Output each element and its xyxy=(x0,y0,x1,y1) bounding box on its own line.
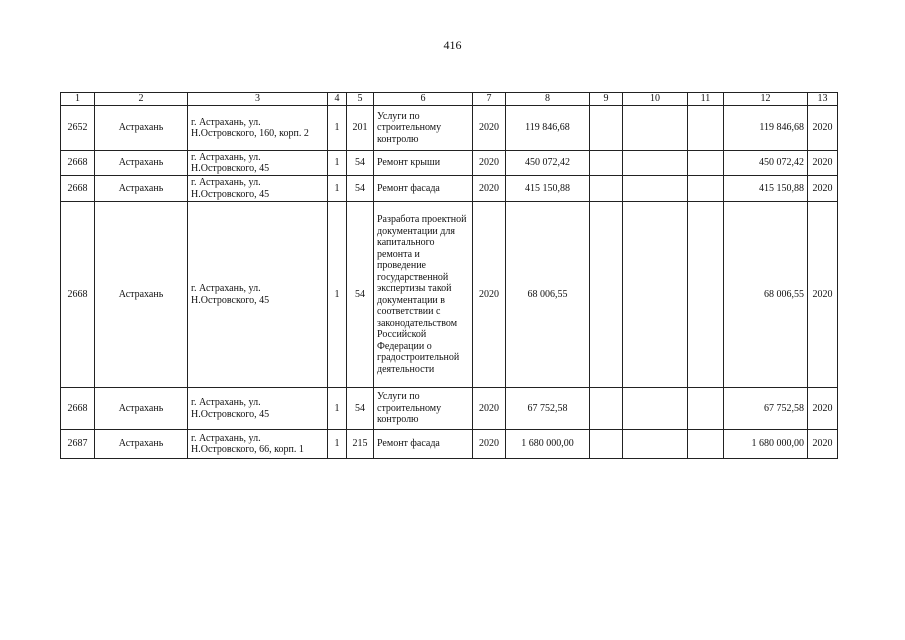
col9-cell xyxy=(590,151,623,176)
row-id: 2652 xyxy=(61,106,95,151)
amount-cell: 68 006,55 xyxy=(506,202,590,388)
column-number: 4 xyxy=(328,93,347,106)
amount-cell: 415 150,88 xyxy=(506,176,590,202)
address-cell: г. Астрахань, ул. Н.Островского, 160, корп. 2 xyxy=(188,106,328,151)
end-year-cell: 2020 xyxy=(808,388,838,430)
col10-cell xyxy=(623,202,688,388)
col5-cell: 215 xyxy=(347,430,374,459)
col10-cell xyxy=(623,176,688,202)
work-type-cell: Ремонт фасада xyxy=(374,176,473,202)
col10-cell xyxy=(623,430,688,459)
work-type-cell: Ремонт фасада xyxy=(374,430,473,459)
col4-cell: 1 xyxy=(328,430,347,459)
total-cell: 415 150,88 xyxy=(724,176,808,202)
city-cell: Астрахань xyxy=(95,176,188,202)
row-id: 2668 xyxy=(61,151,95,176)
col4-cell: 1 xyxy=(328,202,347,388)
col5-cell: 54 xyxy=(347,151,374,176)
col10-cell xyxy=(623,388,688,430)
year-cell: 2020 xyxy=(473,202,506,388)
col9-cell xyxy=(590,176,623,202)
col5-cell: 54 xyxy=(347,202,374,388)
end-year-cell: 2020 xyxy=(808,176,838,202)
column-number: 7 xyxy=(473,93,506,106)
total-cell: 67 752,58 xyxy=(724,388,808,430)
amount-cell: 67 752,58 xyxy=(506,388,590,430)
end-year-cell: 2020 xyxy=(808,106,838,151)
col5-cell: 54 xyxy=(347,388,374,430)
amount-cell: 1 680 000,00 xyxy=(506,430,590,459)
city-cell: Астрахань xyxy=(95,151,188,176)
col4-cell: 1 xyxy=(328,151,347,176)
column-number: 12 xyxy=(724,93,808,106)
col10-cell xyxy=(623,106,688,151)
col4-cell: 1 xyxy=(328,106,347,151)
end-year-cell: 2020 xyxy=(808,430,838,459)
year-cell: 2020 xyxy=(473,388,506,430)
column-number-row xyxy=(61,93,838,106)
table-row xyxy=(61,151,838,176)
address-cell: г. Астрахань, ул. Н.Островского, 45 xyxy=(188,388,328,430)
col10-cell xyxy=(623,151,688,176)
city-cell: Астрахань xyxy=(95,430,188,459)
col5-cell: 54 xyxy=(347,176,374,202)
col4-cell: 1 xyxy=(328,176,347,202)
total-cell: 119 846,68 xyxy=(724,106,808,151)
column-number: 11 xyxy=(688,93,724,106)
row-id: 2668 xyxy=(61,202,95,388)
year-cell: 2020 xyxy=(473,430,506,459)
work-type-cell: Ремонт крыши xyxy=(374,151,473,176)
row-id: 2668 xyxy=(61,176,95,202)
end-year-cell: 2020 xyxy=(808,151,838,176)
total-cell: 68 006,55 xyxy=(724,202,808,388)
column-number: 6 xyxy=(374,93,473,106)
col4-cell: 1 xyxy=(328,388,347,430)
col9-cell xyxy=(590,202,623,388)
column-number: 10 xyxy=(623,93,688,106)
work-type-cell: Разработа проектной документации для капитального ремонта и проведение государственной экспертизы такой документации в соответствии с законодательством Российской Федерации о градостроительной деятельности xyxy=(374,202,473,388)
col11-cell xyxy=(688,388,724,430)
work-type-cell: Услуги по строительному контролю xyxy=(374,388,473,430)
table-row xyxy=(61,202,838,388)
amount-cell: 450 072,42 xyxy=(506,151,590,176)
col9-cell xyxy=(590,106,623,151)
address-cell: г. Астрахань, ул. Н.Островского, 45 xyxy=(188,176,328,202)
col11-cell xyxy=(688,202,724,388)
address-cell: г. Астрахань, ул. Н.Островского, 45 xyxy=(188,202,328,388)
year-cell: 2020 xyxy=(473,106,506,151)
address-cell: г. Астрахань, ул. Н.Островского, 66, корп. 1 xyxy=(188,430,328,459)
registry-table xyxy=(60,92,838,459)
amount-cell: 119 846,68 xyxy=(506,106,590,151)
col11-cell xyxy=(688,106,724,151)
col11-cell xyxy=(688,430,724,459)
year-cell: 2020 xyxy=(473,151,506,176)
city-cell: Астрахань xyxy=(95,388,188,430)
city-cell: Астрахань xyxy=(95,202,188,388)
col9-cell xyxy=(590,388,623,430)
table-row xyxy=(61,388,838,430)
row-id: 2668 xyxy=(61,388,95,430)
work-type-cell: Услуги по строительному контролю xyxy=(374,106,473,151)
row-id: 2687 xyxy=(61,430,95,459)
column-number: 8 xyxy=(506,93,590,106)
col11-cell xyxy=(688,151,724,176)
col11-cell xyxy=(688,176,724,202)
col9-cell xyxy=(590,430,623,459)
address-cell: г. Астрахань, ул. Н.Островского, 45 xyxy=(188,151,328,176)
table-row xyxy=(61,430,838,459)
column-number: 2 xyxy=(95,93,188,106)
column-number: 13 xyxy=(808,93,838,106)
table-row xyxy=(61,176,838,202)
col5-cell: 201 xyxy=(347,106,374,151)
page-number: 416 xyxy=(443,38,462,52)
column-number: 3 xyxy=(188,93,328,106)
table-row xyxy=(61,106,838,151)
column-number: 9 xyxy=(590,93,623,106)
city-cell: Астрахань xyxy=(95,106,188,151)
year-cell: 2020 xyxy=(473,176,506,202)
total-cell: 450 072,42 xyxy=(724,151,808,176)
column-number: 1 xyxy=(61,93,95,106)
column-number: 5 xyxy=(347,93,374,106)
end-year-cell: 2020 xyxy=(808,202,838,388)
total-cell: 1 680 000,00 xyxy=(724,430,808,459)
